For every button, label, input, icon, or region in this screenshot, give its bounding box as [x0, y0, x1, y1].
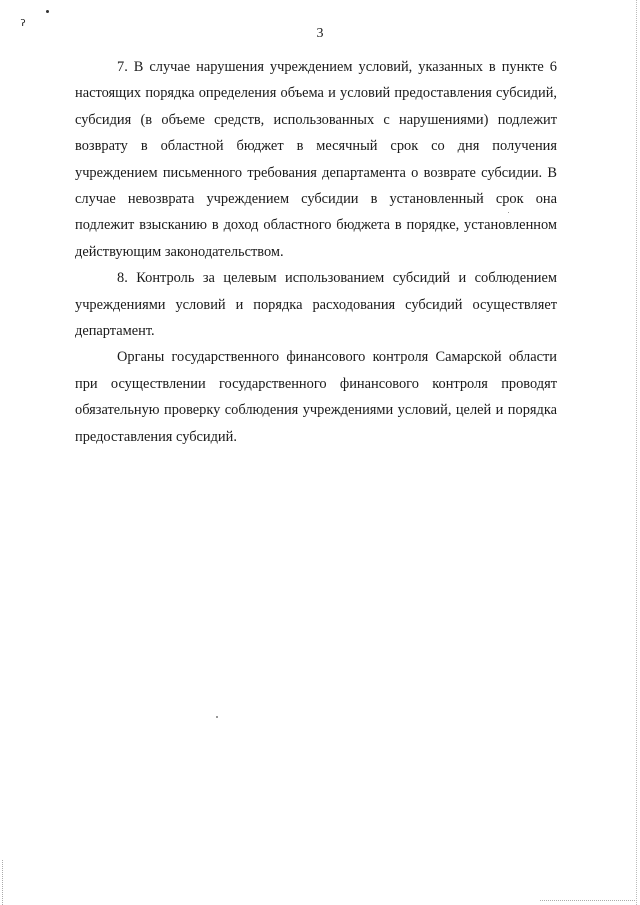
- scan-edge-bottom: [540, 899, 635, 901]
- scan-speck: [508, 212, 509, 213]
- scan-mark-hook: ˀ: [20, 16, 26, 35]
- scan-edge-right: [635, 0, 637, 905]
- scan-speck: [216, 716, 218, 718]
- paragraph-control: Органы государственного финансового контроля Самарской области при осуществлении государственного финансового контроля проводят обязательную проверку соблюдения учреждениями условий, целей и порядка предоставления субсидий.: [75, 349, 557, 445]
- scan-mark-dot: [46, 10, 49, 13]
- paragraph-7: 7. В случае нарушения учреждением условий, указанных в пункте 6 настоящих порядка определения объема и условий предоставления субсидий, субсидия (в объеме средств, использованных с нарушениями) подлежит возврату в областной бюджет в месячный срок со дня получения учреждением письменного требования департамента о возврате субсидии. В случае невозврата учреждением субсидии в установленный срок она подлежит взысканию в доход областного бюджета в порядке, установленном действующим законодательством.: [75, 59, 557, 260]
- scan-edge-left: [2, 860, 4, 905]
- paragraph-8: 8. Контроль за целевым использованием субсидий и соблюдением учреждениями условий и порядка расходования субсидий осуществляет департамент.: [75, 270, 557, 340]
- document-body: [75, 54, 557, 450]
- page-number: 3: [316, 26, 324, 41]
